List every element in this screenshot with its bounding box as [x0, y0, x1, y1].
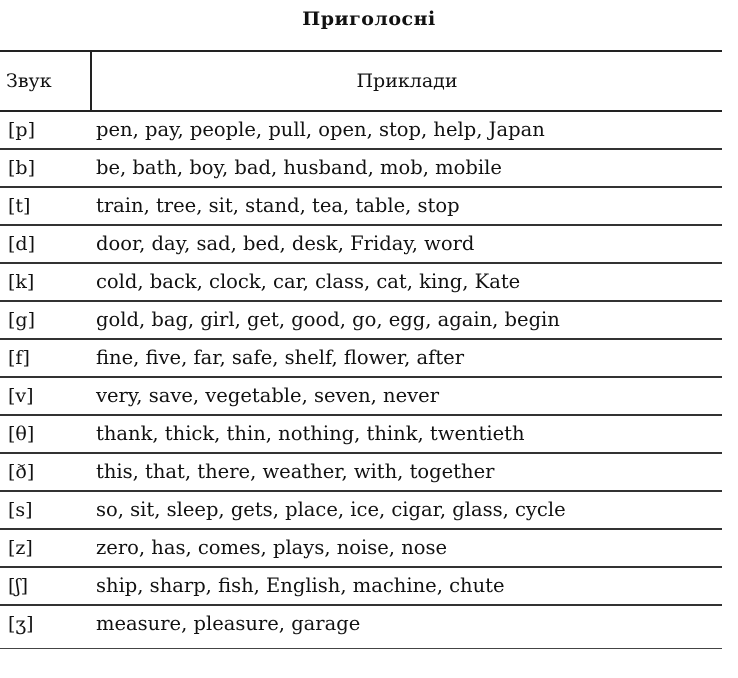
examples-cell: ship, sharp, fish, English, machine, chute: [96, 574, 505, 597]
examples-cell: pen, pay, people, pull, open, stop, help, Japan: [96, 118, 545, 141]
sound-cell: [ð]: [8, 461, 35, 483]
table-row: [0, 150, 722, 188]
examples-cell: train, tree, sit, stand, tea, table, stop: [96, 194, 460, 217]
table-row: [0, 416, 722, 454]
table-row: [0, 454, 722, 492]
table-row: [0, 112, 722, 150]
table-row: [0, 226, 722, 264]
sound-cell: [d]: [8, 233, 35, 255]
sound-cell: [b]: [8, 157, 35, 179]
table-row: [0, 378, 722, 416]
examples-cell: be, bath, boy, bad, husband, mob, mobile: [96, 156, 502, 179]
sound-cell: [ʒ]: [8, 613, 34, 635]
examples-cell: this, that, there, weather, with, together: [96, 460, 495, 483]
examples-cell: so, sit, sleep, gets, place, ice, cigar, glass, cycle: [96, 498, 566, 521]
sound-cell: [z]: [8, 537, 33, 559]
examples-cell: measure, pleasure, garage: [96, 612, 361, 635]
examples-cell: gold, bag, girl, get, good, go, egg, again, begin: [96, 308, 560, 331]
sound-cell: [t]: [8, 195, 31, 217]
examples-cell: very, save, vegetable, seven, never: [96, 384, 440, 407]
examples-cell: fine, five, far, safe, shelf, flower, after: [96, 346, 465, 369]
header-sound: Звук: [6, 70, 52, 92]
table-row: [0, 188, 722, 226]
table-header: [0, 50, 722, 112]
sound-cell: [ʃ]: [8, 575, 28, 597]
examples-cell: thank, thick, thin, nothing, think, twentieth: [96, 422, 525, 445]
examples-cell: door, day, sad, bed, desk, Friday, word: [96, 232, 475, 255]
sound-cell: [s]: [8, 499, 33, 521]
sound-cell: [f]: [8, 347, 30, 369]
table-row: [0, 492, 722, 530]
sound-cell: [g]: [8, 309, 35, 331]
table-row: [0, 530, 722, 568]
sound-cell: [θ]: [8, 423, 35, 445]
examples-cell: zero, has, comes, plays, noise, nose: [96, 536, 448, 559]
table-row: [0, 568, 722, 606]
sound-cell: [v]: [8, 385, 34, 407]
sound-cell: [k]: [8, 271, 35, 293]
sound-cell: [p]: [8, 119, 35, 141]
page-title: Приголосні: [302, 8, 436, 30]
table-row: [0, 340, 722, 378]
table-row: [0, 264, 722, 302]
consonants-table: [0, 50, 722, 642]
header-examples: Приклади: [356, 70, 458, 92]
table-row: [0, 606, 722, 642]
table-row: [0, 302, 722, 340]
examples-cell: cold, back, clock, car, class, cat, king, Kate: [96, 270, 521, 293]
bottom-rule: [0, 648, 722, 649]
table-body: [0, 112, 722, 642]
